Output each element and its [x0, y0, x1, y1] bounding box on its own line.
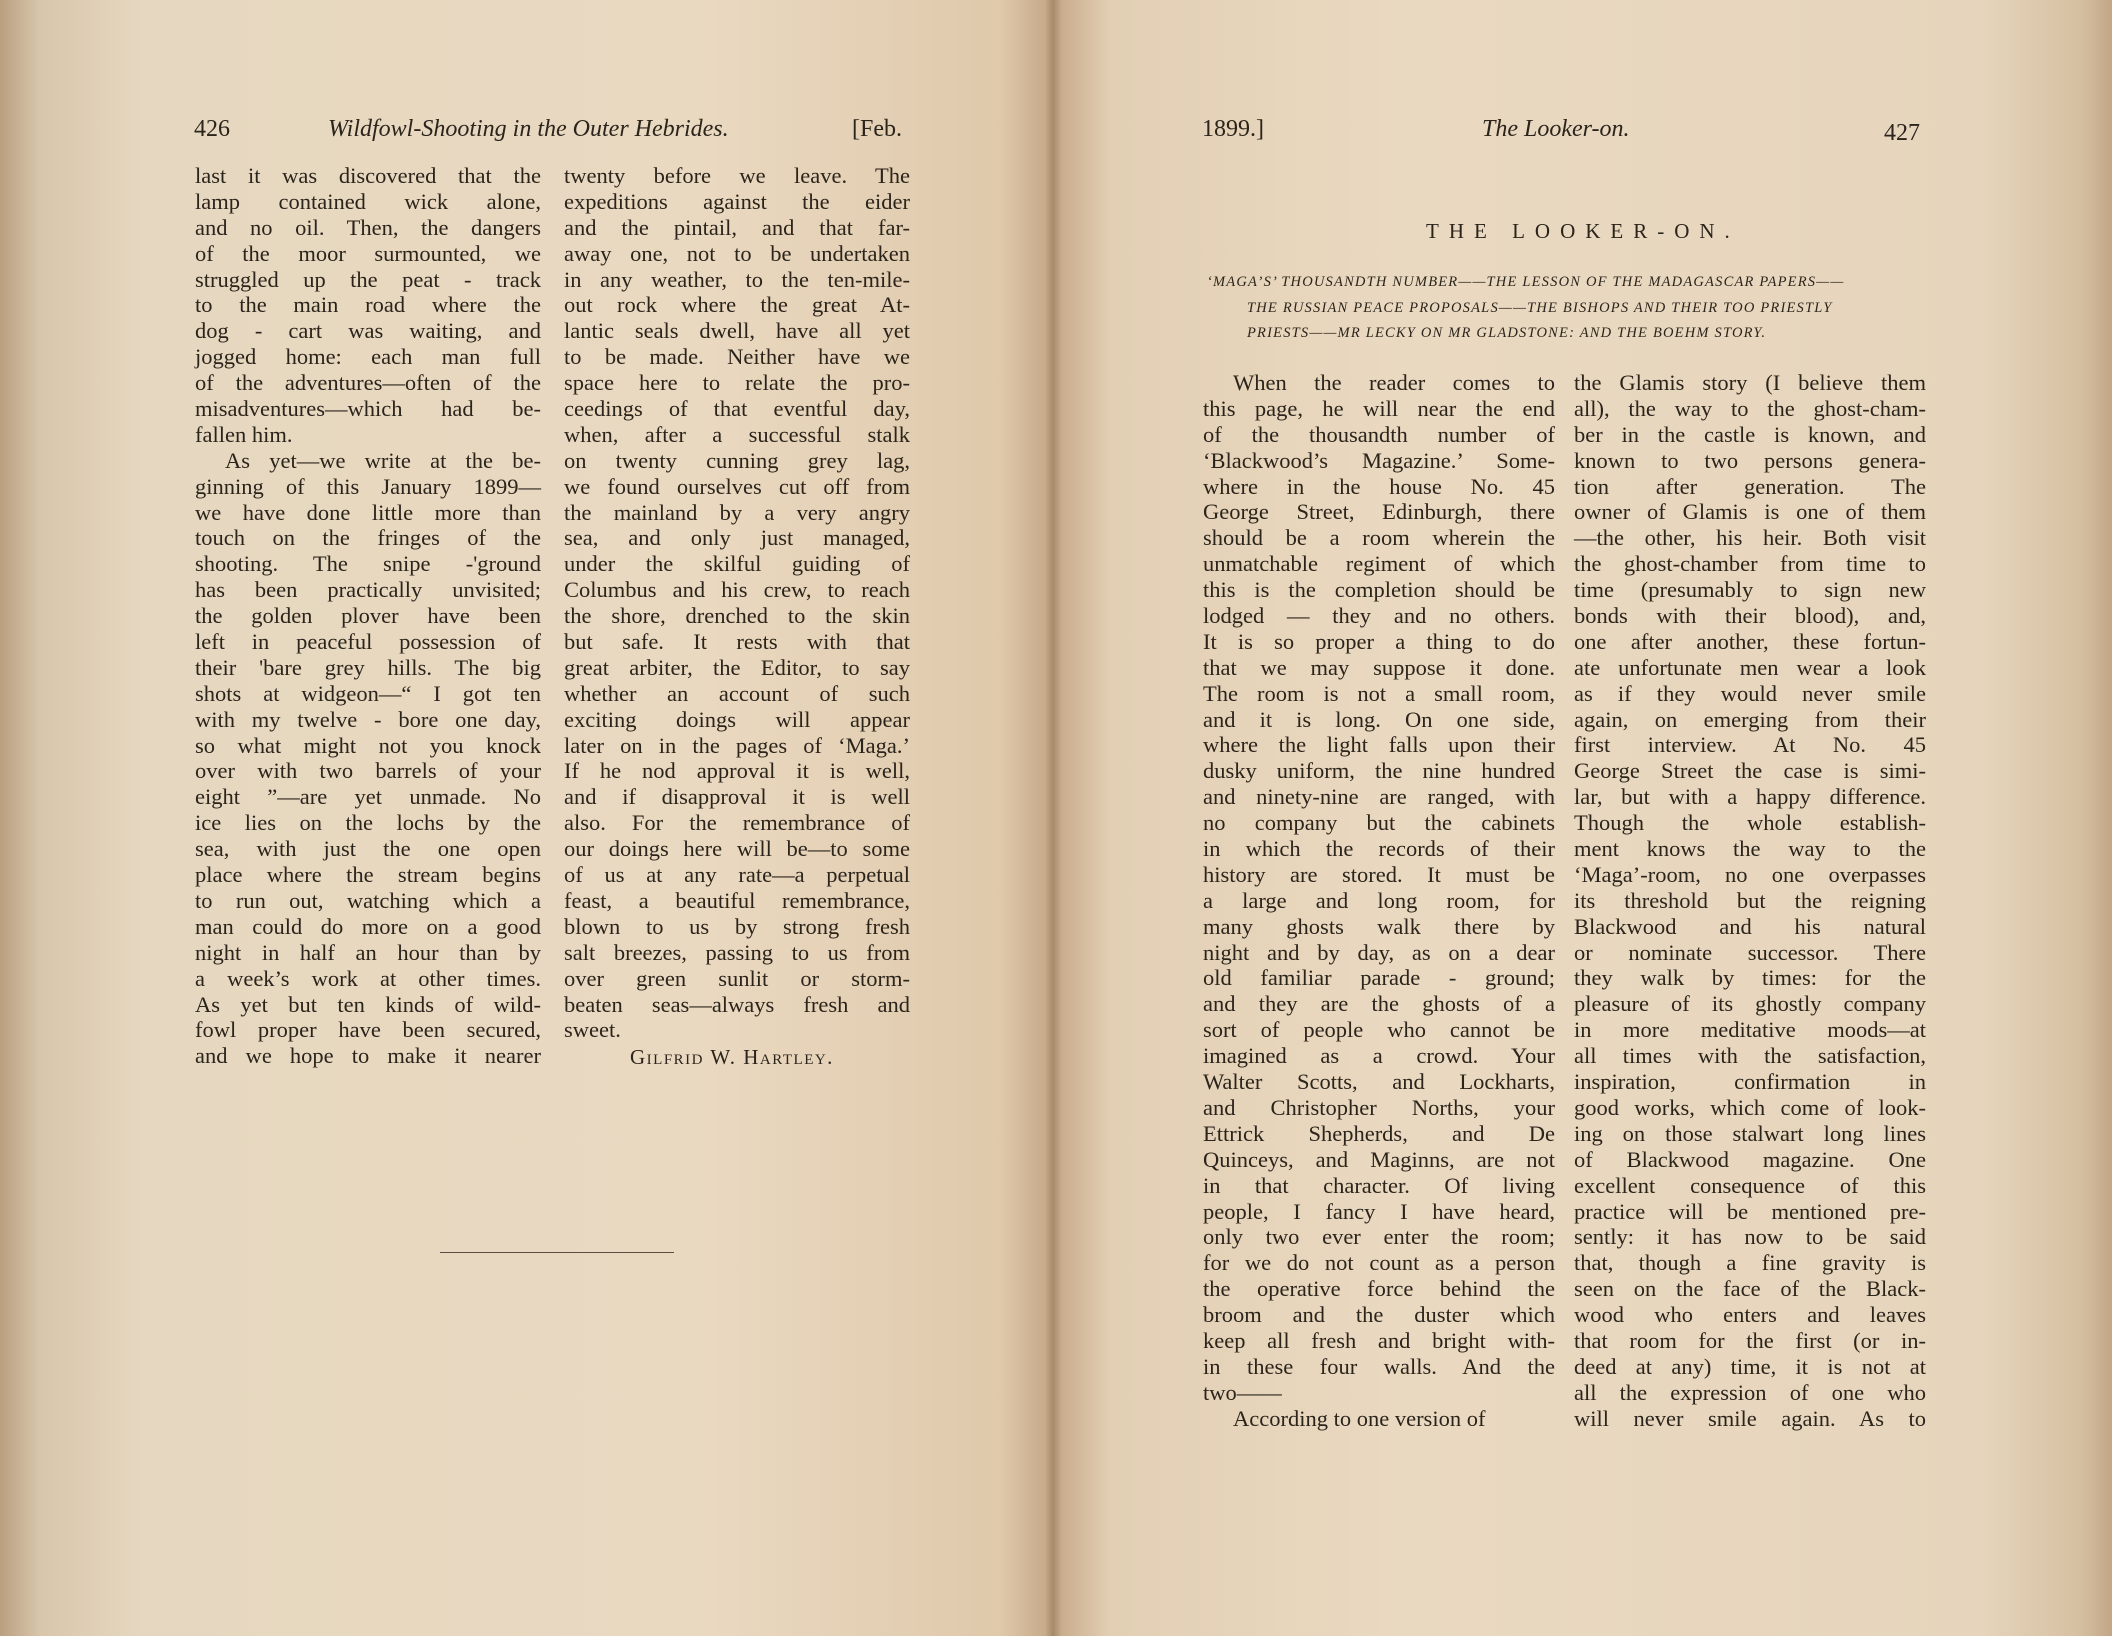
text-line: where in the house No. 45	[1203, 473, 1555, 499]
text-line: their 'bare grey hills. The big	[195, 654, 541, 680]
text-line: exciting doings will appear	[564, 706, 910, 732]
text-line: dusky uniform, the nine hundred	[1203, 758, 1555, 784]
text-line: of us at any rate—a perpetual	[564, 862, 910, 888]
text-line: this is the completion should be	[1203, 577, 1555, 603]
text-line: its threshold but the reigning	[1574, 887, 1926, 913]
text-line: to the main road where the	[195, 292, 541, 318]
text-line: in that character. Of living	[1203, 1172, 1555, 1198]
text-line: again, on emerging from their	[1574, 706, 1926, 732]
text-line: fallen him.	[195, 421, 293, 447]
text-line: will never smile again. As to	[1574, 1405, 1926, 1431]
text-line: the mainland by a very angry	[564, 499, 910, 525]
text-line: Ettrick Shepherds, and De	[1203, 1120, 1555, 1146]
page-number: 427	[1884, 120, 1920, 146]
running-title: Wildfowl-Shooting in the Outer Hebrides.	[328, 116, 729, 142]
text-line: also. For the remembrance of	[564, 810, 910, 836]
text-line: practice will be mentioned pre-	[1574, 1198, 1926, 1224]
text-line: ate unfortunate men wear a look	[1574, 654, 1926, 680]
text-line: deed at any) time, it is not at	[1574, 1353, 1926, 1379]
text-line: no company but the cabinets	[1203, 810, 1555, 836]
text-line: fowl proper have been secured,	[195, 1017, 541, 1043]
text-line: Walter Scotts, and Lockharts,	[1203, 1069, 1555, 1095]
section-subhead: THE RUSSIAN PEACE PROPOSALS——THE BISHOPS AND THEIR TOO PRIESTLY	[1247, 300, 1833, 316]
text-line: ing on those stalwart long lines	[1574, 1120, 1926, 1146]
text-line: they walk by times: for the	[1574, 965, 1926, 991]
text-line: struggled up the peat - track	[195, 266, 541, 292]
text-line: so what might not you knock	[195, 732, 541, 758]
text-line: under the skilful guiding of	[564, 551, 910, 577]
text-line: known to two persons genera-	[1574, 447, 1926, 473]
text-line: the Glamis story (I believe them	[1574, 370, 1926, 395]
text-line: the golden plover have been	[195, 603, 541, 629]
left-running-head	[0, 116, 1050, 148]
text-line: and no oil. Then, the dangers	[195, 214, 541, 240]
text-line: As yet but ten kinds of wild-	[195, 991, 541, 1017]
text-line: out rock where the great At-	[564, 292, 910, 318]
text-line: we have done little more than	[195, 499, 541, 525]
text-line: last it was discovered that the	[195, 163, 541, 188]
text-line: that we may suppose it done.	[1203, 654, 1555, 680]
section-title: THE LOOKER-ON.	[1426, 219, 1740, 243]
text-line: a large and long room, for	[1203, 887, 1555, 913]
text-line: over green sunlit or storm-	[564, 965, 910, 991]
text-line: George Street the case is simi-	[1574, 758, 1926, 784]
text-line: owner of Glamis is one of them	[1574, 499, 1926, 525]
text-line: ‘Blackwood’s Magazine.’ Some-	[1203, 447, 1555, 473]
text-line: As yet—we write at the be-	[225, 447, 541, 473]
right-running-head	[1060, 116, 2112, 148]
text-line: as if they would never smile	[1574, 680, 1926, 706]
text-line: one after another, these fortun-	[1574, 628, 1926, 654]
text-line: all times with the satisfaction,	[1574, 1043, 1926, 1069]
text-line: eight ”—are yet unmade. No	[195, 784, 541, 810]
text-line: in these four walls. And the	[1203, 1353, 1555, 1379]
text-line: old familiar parade - ground;	[1203, 965, 1555, 991]
text-line: ber in the castle is known, and	[1574, 421, 1926, 447]
text-line: man could do more on a good	[195, 913, 541, 939]
text-line: should be a room wherein the	[1203, 525, 1555, 551]
text-line: wood who enters and leaves	[1574, 1302, 1926, 1328]
text-line: unmatchable regiment of which	[1203, 551, 1555, 577]
text-line: where the light falls upon their	[1203, 732, 1555, 758]
text-line: According to one version of	[1233, 1405, 1486, 1431]
text-line: ‘Maga’-room, no one overpasses	[1574, 861, 1926, 887]
text-line: touch on the fringes of the	[195, 525, 541, 551]
text-line: two——	[1203, 1379, 1282, 1405]
text-line: ice lies on the lochs by the	[195, 810, 541, 836]
text-line: keep all fresh and bright with-	[1203, 1327, 1555, 1353]
text-line: expeditions against the eider	[564, 188, 910, 214]
text-line: The room is not a small room,	[1203, 680, 1555, 706]
text-line: lar, but with a happy difference.	[1574, 784, 1926, 810]
text-line: later on in the pages of ‘Maga.’	[564, 732, 910, 758]
text-line: and the pintail, and that far-	[564, 214, 910, 240]
text-line: to run out, watching which a	[195, 887, 541, 913]
text-line: many ghosts walk there by	[1203, 913, 1555, 939]
text-line: great arbiter, the Editor, to say	[564, 654, 910, 680]
left-page	[0, 0, 1050, 1636]
text-line: of the moor surmounted, we	[195, 240, 541, 266]
text-line: Though the whole establish-	[1574, 810, 1926, 836]
text-line: Columbus and his crew, to reach	[564, 577, 910, 603]
running-title: The Looker-on.	[1482, 116, 1630, 142]
text-line: and we hope to make it nearer	[195, 1043, 541, 1069]
text-line: sently: it has now to be said	[1574, 1224, 1926, 1250]
text-line: or nominate successor. There	[1574, 939, 1926, 965]
text-line: in any weather, to the ten-mile-	[564, 266, 910, 292]
text-line: over with two barrels of your	[195, 758, 541, 784]
text-line: It is so proper a thing to do	[1203, 628, 1555, 654]
text-line: imagined as a crowd. Your	[1203, 1043, 1555, 1069]
text-line: shooting. The snipe -'ground	[195, 551, 541, 577]
text-line: first interview. At No. 45	[1574, 732, 1926, 758]
text-line: the shore, drenched to the skin	[564, 603, 910, 629]
text-line: and they are the ghosts of a	[1203, 991, 1555, 1017]
text-line: in which the records of their	[1203, 836, 1555, 862]
text-line: feast, a beautiful remembrance,	[564, 887, 910, 913]
page-number: 426	[194, 116, 230, 142]
text-line: that, though a fine gravity is	[1574, 1250, 1926, 1276]
section-subhead: ‘MAGA’S’ THOUSANDTH NUMBER——THE LESSON OF THE MADAGASCAR PAPERS——	[1207, 274, 1845, 290]
text-line: misadventures—which had be-	[195, 396, 541, 422]
text-line: has been practically unvisited;	[195, 577, 541, 603]
text-line: If he nod approval it is well,	[564, 758, 910, 784]
text-line: and if disapproval it is well	[564, 784, 910, 810]
text-line: salt breezes, passing to us from	[564, 939, 910, 965]
right-page	[1060, 0, 2112, 1636]
left-column-2	[564, 163, 910, 1043]
right-column-1	[1203, 370, 1555, 1432]
text-line: George Street, Edinburgh, there	[1203, 499, 1555, 525]
text-line: inspiration, confirmation in	[1574, 1069, 1926, 1095]
text-line: Quinceys, and Maginns, are not	[1203, 1146, 1555, 1172]
text-line: but safe. It rests with that	[564, 629, 910, 655]
text-line: ceedings of that eventful day,	[564, 396, 910, 422]
text-line: beaten seas—always fresh and	[564, 991, 910, 1017]
text-line: and Christopher Norths, your	[1203, 1094, 1555, 1120]
text-line: that room for the first (or in-	[1574, 1327, 1926, 1353]
text-line: to be made. Neither have we	[564, 344, 910, 370]
text-line: all), the way to the ghost-cham-	[1574, 395, 1926, 421]
text-line: away one, not to be undertaken	[564, 240, 910, 266]
text-line: ginning of this January 1899—	[195, 473, 541, 499]
text-line: Blackwood and his natural	[1574, 913, 1926, 939]
text-line: when, after a successful stalk	[564, 421, 910, 447]
text-line: ment knows the way to the	[1574, 836, 1926, 862]
text-line: for we do not count as a person	[1203, 1250, 1555, 1276]
text-line: good works, which come of look-	[1574, 1094, 1926, 1120]
text-line: of the adventures—often of the	[195, 370, 541, 396]
text-line: shots at widgeon—“ I got ten	[195, 680, 541, 706]
running-date: 1899.]	[1202, 116, 1264, 142]
text-line: this page, he will near the end	[1203, 395, 1555, 421]
running-date: [Feb.	[852, 116, 902, 142]
text-line: and ninety-nine are ranged, with	[1203, 784, 1555, 810]
text-line: on twenty cunning grey lag,	[564, 447, 910, 473]
text-line: When the reader comes to	[1233, 370, 1555, 395]
text-line: time (presumably to sign new	[1574, 577, 1926, 603]
text-line: blown to us by strong fresh	[564, 913, 910, 939]
text-line: sea, with just the one open	[195, 836, 541, 862]
text-line: dog - cart was waiting, and	[195, 318, 541, 344]
text-line: jogged home: each man full	[195, 344, 541, 370]
text-line: the ghost-chamber from time to	[1574, 551, 1926, 577]
text-line: only two ever enter the room;	[1203, 1224, 1555, 1250]
text-line: with my twelve - bore one day,	[195, 706, 541, 732]
text-line: twenty before we leave. The	[564, 163, 910, 188]
text-line: all the expression of one who	[1574, 1379, 1926, 1405]
text-line: lantic seals dwell, have all yet	[564, 318, 910, 344]
section-divider	[440, 1252, 674, 1253]
text-line: our doings here will be—to some	[564, 836, 910, 862]
text-line: left in peaceful possession of	[195, 629, 541, 655]
text-line: we found ourselves cut off from	[564, 473, 910, 499]
text-line: broom and the duster which	[1203, 1302, 1555, 1328]
text-line: lamp contained wick alone,	[195, 188, 541, 214]
text-line: night and by day, as on a dear	[1203, 939, 1555, 965]
text-line: people, I fancy I have heard,	[1203, 1198, 1555, 1224]
text-line: whether an account of such	[564, 680, 910, 706]
text-line: excellent consequence of this	[1574, 1172, 1926, 1198]
text-line: the operative force behind the	[1203, 1276, 1555, 1302]
text-line: bonds with their blood), and,	[1574, 603, 1926, 629]
left-column-1	[195, 163, 541, 1069]
text-line: tion after generation. The	[1574, 473, 1926, 499]
text-line: history are stored. It must be	[1203, 861, 1555, 887]
right-column-2	[1574, 370, 1926, 1432]
text-line: sort of people who cannot be	[1203, 1017, 1555, 1043]
text-line: sea, and only just managed,	[564, 525, 910, 551]
text-line: night in half an hour than by	[195, 939, 541, 965]
text-line: of Blackwood magazine. One	[1574, 1146, 1926, 1172]
author-signature: Gilfrid W. Hartley.	[630, 1045, 834, 1069]
text-line: pleasure of its ghostly company	[1574, 991, 1926, 1017]
text-line: in more meditative moods—at	[1574, 1017, 1926, 1043]
text-line: of the thousandth number of	[1203, 421, 1555, 447]
text-line: sweet.	[564, 1017, 621, 1043]
text-line: —the other, his heir. Both visit	[1574, 525, 1926, 551]
text-line: place where the stream begins	[195, 862, 541, 888]
text-line: a week’s work at other times.	[195, 965, 541, 991]
section-subhead: PRIESTS——MR LECKY ON MR GLADSTONE: AND THE BOEHM STORY.	[1247, 325, 1767, 341]
text-line: seen on the face of the Black-	[1574, 1276, 1926, 1302]
text-line: lodged — they and no others.	[1203, 603, 1555, 629]
text-line: and it is long. On one side,	[1203, 706, 1555, 732]
text-line: space here to relate the pro-	[564, 370, 910, 396]
